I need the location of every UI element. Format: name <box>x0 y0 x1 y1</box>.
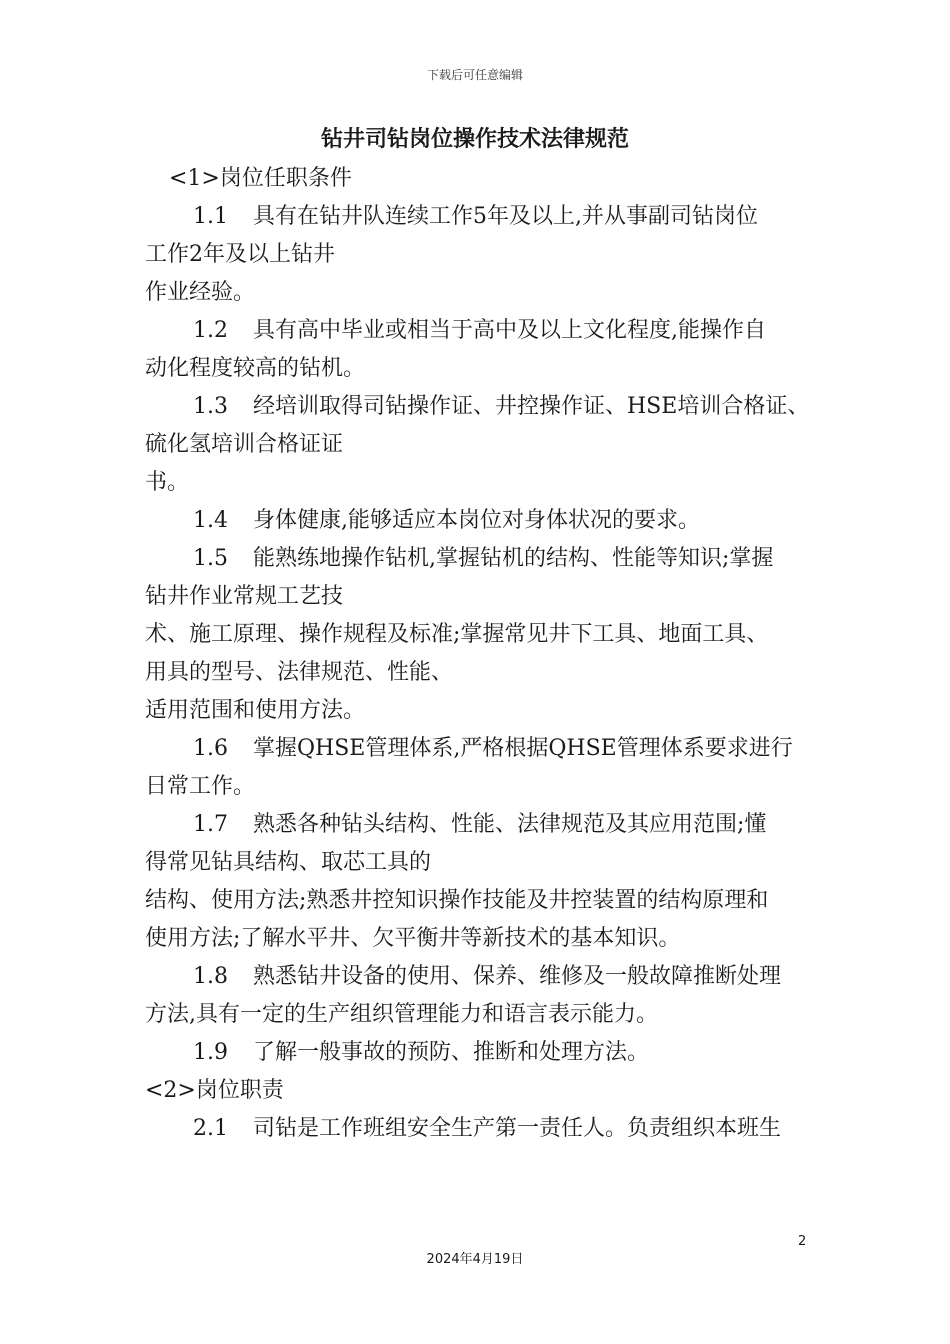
paragraph-line <box>145 996 825 1034</box>
paragraph-line <box>145 1072 825 1110</box>
line-text: 司钻是工作班组安全生产第一责任人。负责组织本班生 <box>253 1116 782 1141</box>
line-text: 日常工作。 <box>145 774 256 799</box>
line-text: 掌握QHSE管理体系,严格根据QHSE管理体系要求进行 <box>253 736 793 761</box>
numbered-paragraph-line <box>145 1034 825 1072</box>
numbered-paragraph-line <box>145 312 825 350</box>
line-text: 得常见钻具结构、取芯工具的 <box>145 850 432 875</box>
paragraph-line <box>145 692 825 730</box>
line-text: <1>岗位任职条件 <box>169 166 352 191</box>
paragraph-line <box>145 426 825 464</box>
line-text: 熟悉各种钻头结构、性能、法律规范及其应用范围;懂 <box>253 812 767 837</box>
clause-number: 1.9 <box>193 1040 228 1065</box>
paragraph-line <box>145 882 825 920</box>
line-text: 钻井作业常规工艺技 <box>145 584 344 609</box>
paragraph-line <box>145 768 825 806</box>
clause-number: 1.2 <box>193 318 228 343</box>
line-text: 术、施工原理、操作规程及标准;掌握常见井下工具、地面工具、 <box>145 622 769 647</box>
numbered-paragraph-line <box>145 1110 825 1148</box>
numbered-paragraph-line <box>145 540 825 578</box>
line-text: <2>岗位职责 <box>145 1078 284 1103</box>
line-text: 具有高中毕业或相当于高中及以上文化程度,能操作自 <box>253 318 766 343</box>
line-text: 使用方法;了解水平井、欠平衡井等新技术的基本知识。 <box>145 926 681 951</box>
line-text: 经培训取得司钻操作证、井控操作证、HSE培训合格证、 <box>253 394 810 419</box>
document-body <box>145 160 825 1148</box>
line-text: 动化程度较高的钻机。 <box>145 356 366 381</box>
line-text: 了解一般事故的预防、推断和处理方法。 <box>253 1040 650 1065</box>
numbered-paragraph-line <box>145 502 825 540</box>
line-text: 方法,具有一定的生产组织管理能力和语言表示能力。 <box>145 1002 658 1027</box>
line-text: 熟悉钻井设备的使用、保养、维修及一般故障推断处理 <box>253 964 782 989</box>
paragraph-line <box>145 274 825 312</box>
numbered-paragraph-line <box>145 388 825 426</box>
paragraph-line <box>145 844 825 882</box>
clause-number: 1.1 <box>193 204 228 229</box>
line-text: 硫化氢培训合格证证 <box>145 432 344 457</box>
paragraph-line <box>145 616 825 654</box>
clause-number: 1.8 <box>193 964 228 989</box>
clause-number: 1.3 <box>193 394 228 419</box>
line-text: 结构、使用方法;熟悉井控知识操作技能及井控装置的结构原理和 <box>145 888 769 913</box>
paragraph-line <box>145 578 825 616</box>
clause-number: 2.1 <box>193 1116 228 1141</box>
line-text: 适用范围和使用方法。 <box>145 698 366 723</box>
numbered-paragraph-line <box>145 806 825 844</box>
paragraph-line <box>145 350 825 388</box>
numbered-paragraph-line <box>145 958 825 996</box>
page-footer-date: 2024年4月19日 <box>426 1252 524 1267</box>
numbered-paragraph-line <box>145 730 825 768</box>
line-text: 书。 <box>145 470 190 495</box>
numbered-paragraph-line <box>145 198 825 236</box>
clause-number: 1.7 <box>193 812 228 837</box>
document-title: 钻井司钻岗位操作技术法律规范 <box>320 127 629 152</box>
clause-number: 1.5 <box>193 546 228 571</box>
line-text: 作业经验。 <box>145 280 256 305</box>
line-text: 身体健康,能够适应本岗位对身体状况的要求。 <box>253 508 700 533</box>
line-text: 能熟练地操作钻机,掌握钻机的结构、性能等知识;掌握 <box>253 546 774 571</box>
line-text: 用具的型号、法律规范、性能、 <box>145 660 454 685</box>
paragraph-line <box>145 236 825 274</box>
clause-number: 1.4 <box>193 508 228 533</box>
line-text: 工作2年及以上钻井 <box>145 242 335 267</box>
paragraph-line <box>145 654 825 692</box>
paragraph-line <box>145 160 825 198</box>
line-text: 具有在钻井队连续工作5年及以上,并从事副司钻岗位 <box>253 204 758 229</box>
page-header: 下载后可任意编辑 <box>426 68 523 82</box>
paragraph-line <box>145 464 825 502</box>
page-number: 2 <box>798 1234 807 1249</box>
paragraph-line <box>145 920 825 958</box>
clause-number: 1.6 <box>193 736 228 761</box>
